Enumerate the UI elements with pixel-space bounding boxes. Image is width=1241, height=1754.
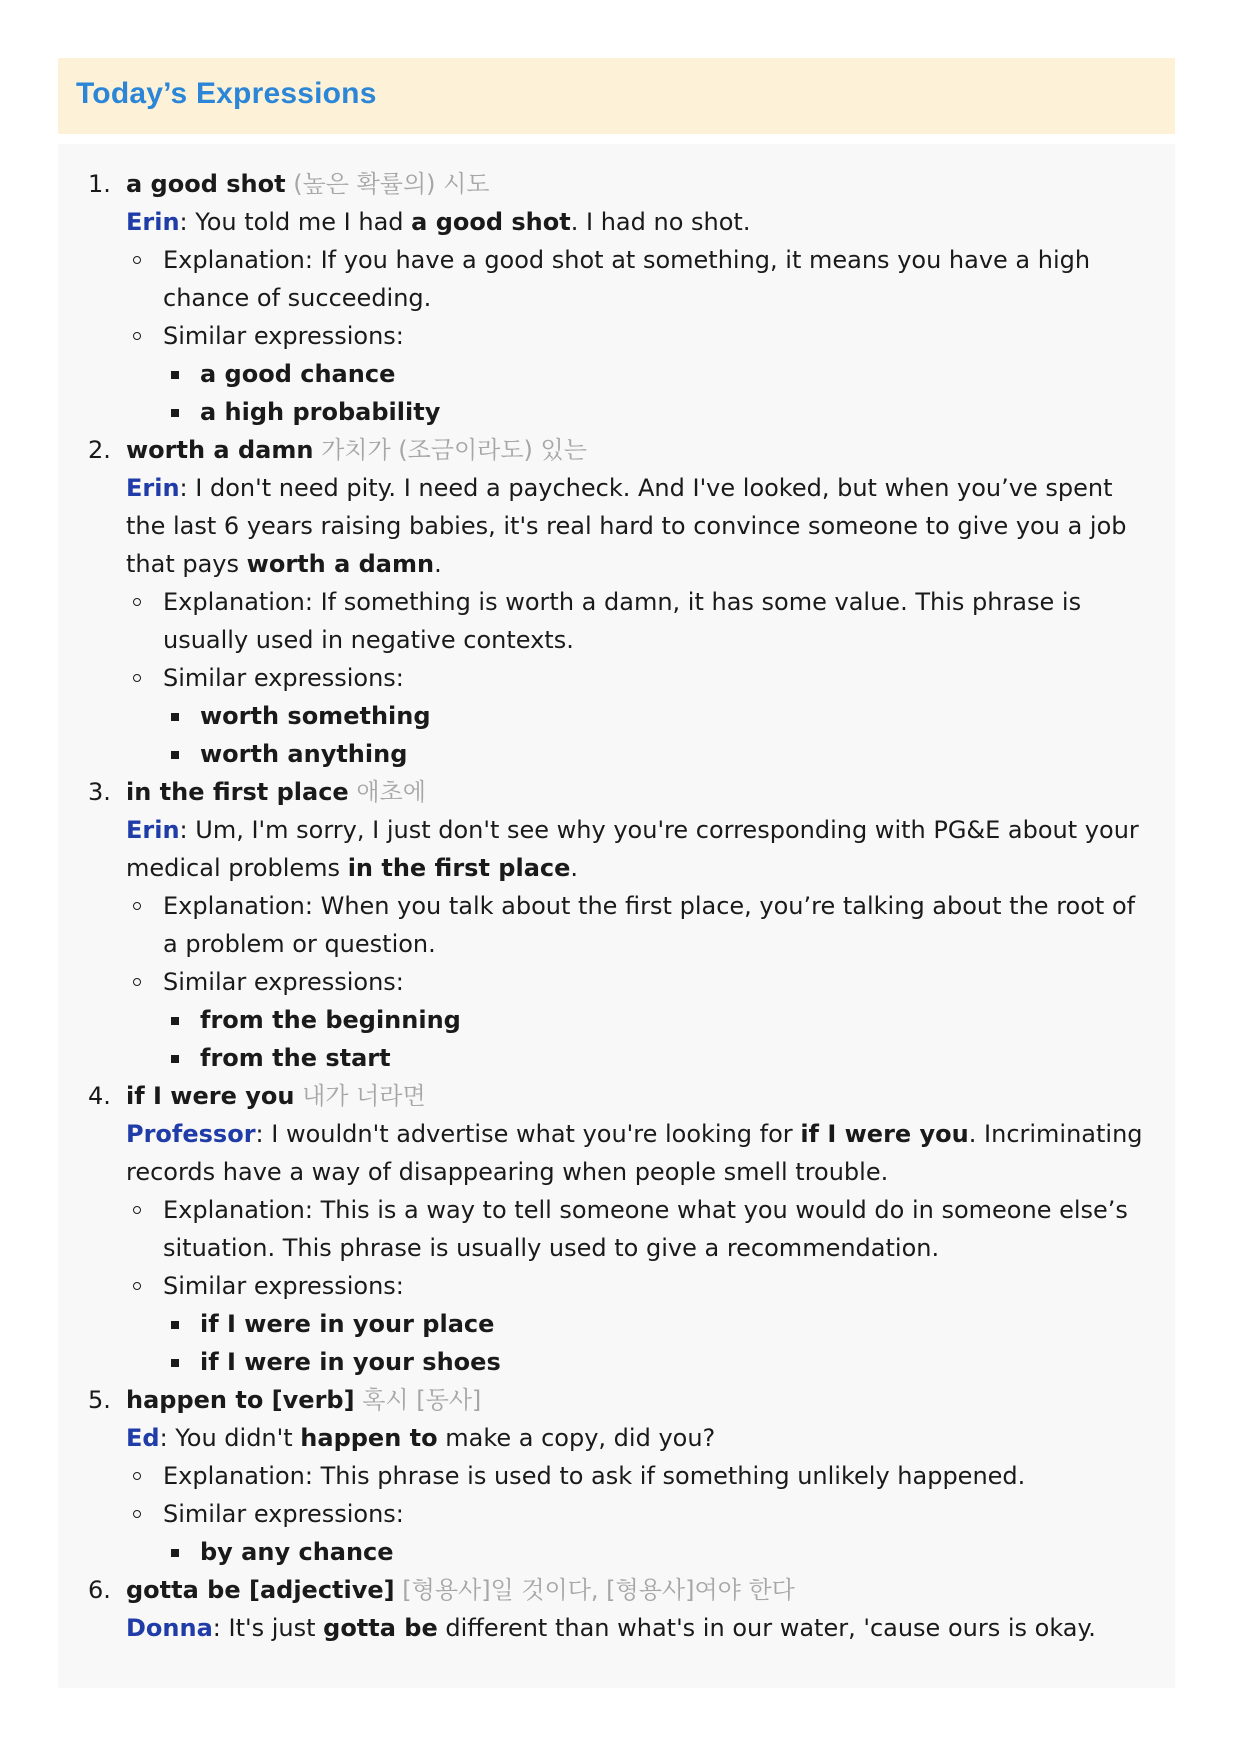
similar-label: Similar expressions: [163,322,404,350]
example-quote [126,1115,1157,1191]
expression-term: worth a damn [126,436,314,464]
square-bullet-icon [171,713,179,721]
expression-term: if I were you [126,1082,295,1110]
circle-bullet-icon [133,1510,141,1518]
similar-expression [163,1305,1157,1343]
circle-bullet-icon [133,1282,141,1290]
expression-heading [126,773,1157,811]
speaker-name: Erin [126,208,180,236]
item-number: 5. [88,1386,111,1414]
detail-list [126,1457,1157,1571]
similar-expression [163,735,1157,773]
square-bullet-icon [171,1017,179,1025]
similar-list [163,697,1157,773]
item-number: 2. [88,436,111,464]
expression-item [58,1077,1175,1381]
quote-text: . [570,854,579,882]
explanation-text: Explanation: If you have a good shot at something, it means you have a high chance of succeeding. [163,246,1091,312]
item-number: 6. [88,1576,111,1604]
similar-list [163,1305,1157,1381]
similar-text: worth something [200,702,431,730]
circle-bullet-icon [133,1472,141,1480]
explanation-item [126,583,1157,659]
expression-item [58,1571,1175,1647]
explanation-text: Explanation: If something is worth a damn, it has some value. This phrase is usually used in negative contexts. [163,588,1082,654]
similar-text: if I were in your shoes [200,1348,501,1376]
example-quote [126,203,1157,241]
square-bullet-icon [171,371,179,379]
quote-highlight: if I were you [800,1120,969,1148]
detail-list [126,1191,1157,1381]
speaker-name: Erin [126,816,180,844]
item-number: 4. [88,1082,111,1110]
quote-text: . [434,550,442,578]
expression-heading [126,1381,1157,1419]
similar-label: Similar expressions: [163,1272,404,1300]
similar-text: a high probability [200,398,441,426]
similar-expression [163,1343,1157,1381]
similar-expressions-item [126,1267,1157,1381]
circle-bullet-icon [133,598,141,606]
square-bullet-icon [171,1549,179,1557]
similar-list [163,1001,1157,1077]
expression-heading [126,1571,1157,1609]
explanation-text: Explanation: When you talk about the first place, you’re talking about the root of a problem or question. [163,892,1136,958]
example-quote [126,1609,1157,1647]
page-title: Today’s Expressions [76,77,377,110]
square-bullet-icon [171,1321,179,1329]
similar-expression [163,1001,1157,1039]
similar-text: a good chance [200,360,396,388]
example-quote [126,1419,1157,1457]
example-quote [126,811,1157,887]
similar-list [163,1533,1157,1571]
expression-heading [126,1077,1157,1115]
similar-text: from the start [200,1044,391,1072]
similar-expressions-item [126,659,1157,773]
similar-expression [163,1533,1157,1571]
expression-heading [126,165,1157,203]
speaker-name: Erin [126,474,180,502]
quote-text: : Um, I'm sorry, I just don't see why you're corresponding with PG&E about your medical problems [126,816,1139,882]
similar-text: if I were in your place [200,1310,495,1338]
circle-bullet-icon [133,332,141,340]
item-number: 1. [88,170,111,198]
quote-text: : I wouldn't advertise what you're looking for [255,1120,801,1148]
quote-highlight: in the first place [347,854,571,882]
similar-expression [163,393,1157,431]
quote-text: make a copy, did you? [437,1424,716,1452]
expression-item [58,773,1175,1077]
korean-translation: 혹시 [동사] [362,1386,482,1414]
circle-bullet-icon [133,1206,141,1214]
detail-list [126,241,1157,431]
expression-term: happen to [verb] [126,1386,355,1414]
speaker-name: Donna [126,1614,213,1642]
quote-highlight: worth a damn [246,550,435,578]
speaker-name: Professor [126,1120,256,1148]
expression-item [58,165,1175,431]
circle-bullet-icon [133,978,141,986]
similar-label: Similar expressions: [163,664,404,692]
expression-list [58,165,1175,1647]
detail-list [126,887,1157,1077]
quote-text: different than what's in our water, 'cause ours is okay. [437,1614,1096,1642]
example-quote [126,469,1157,583]
circle-bullet-icon [133,902,141,910]
explanation-item [126,241,1157,317]
explanation-item [126,887,1157,963]
item-number: 3. [88,778,111,806]
similar-label: Similar expressions: [163,968,404,996]
expressions-panel [58,144,1175,1688]
square-bullet-icon [171,409,179,417]
header-banner [58,58,1175,134]
similar-text: worth anything [200,740,408,768]
quote-text: : You told me I had [179,208,412,236]
similar-expression [163,697,1157,735]
expression-term: in the first place [126,778,349,806]
expression-heading [126,431,1157,469]
similar-expressions-item [126,963,1157,1077]
similar-expression [163,1039,1157,1077]
explanation-text: Explanation: This is a way to tell someone what you would do in someone else’s situation. This phrase is usually used to give a recommendation. [163,1196,1128,1262]
square-bullet-icon [171,1055,179,1063]
quote-text: . I had no shot. [570,208,751,236]
similar-expressions-item [126,1495,1157,1571]
speaker-name: Ed [126,1424,160,1452]
quote-text: : You didn't [159,1424,301,1452]
square-bullet-icon [171,1359,179,1367]
korean-translation: [형용사]일 것이다, [형용사]여야 한다 [402,1576,795,1604]
quote-highlight: happen to [300,1424,438,1452]
square-bullet-icon [171,751,179,759]
similar-label: Similar expressions: [163,1500,404,1528]
quote-text: : I don't need pity. I need a paycheck. And I've looked, but when you’ve spent the last 6 years raising babies, it's real hard to convince someone to give you a job that pays [126,474,1127,578]
explanation-item [126,1191,1157,1267]
expression-item [58,1381,1175,1571]
similar-expression [163,355,1157,393]
korean-translation: 애초에 [356,778,426,806]
quote-text: : It's just [212,1614,324,1642]
quote-highlight: a good shot [411,208,571,236]
explanation-item [126,1457,1157,1495]
quote-text: . Incriminating records have a way of disappearing when people smell trouble. [126,1120,1143,1186]
explanation-text: Explanation: This phrase is used to ask if something unlikely happened. [163,1462,1026,1490]
circle-bullet-icon [133,674,141,682]
similar-list [163,355,1157,431]
similar-text: from the beginning [200,1006,461,1034]
korean-translation: 가치가 (조금이라도) 있는 [321,436,587,464]
korean-translation: (높은 확률의) 시도 [293,170,490,198]
detail-list [126,583,1157,773]
circle-bullet-icon [133,256,141,264]
expression-item [58,431,1175,773]
expression-term: a good shot [126,170,286,198]
expression-term: gotta be [adjective] [126,1576,395,1604]
korean-translation: 내가 너라면 [302,1082,426,1110]
similar-text: by any chance [200,1538,394,1566]
quote-highlight: gotta be [323,1614,438,1642]
similar-expressions-item [126,317,1157,431]
